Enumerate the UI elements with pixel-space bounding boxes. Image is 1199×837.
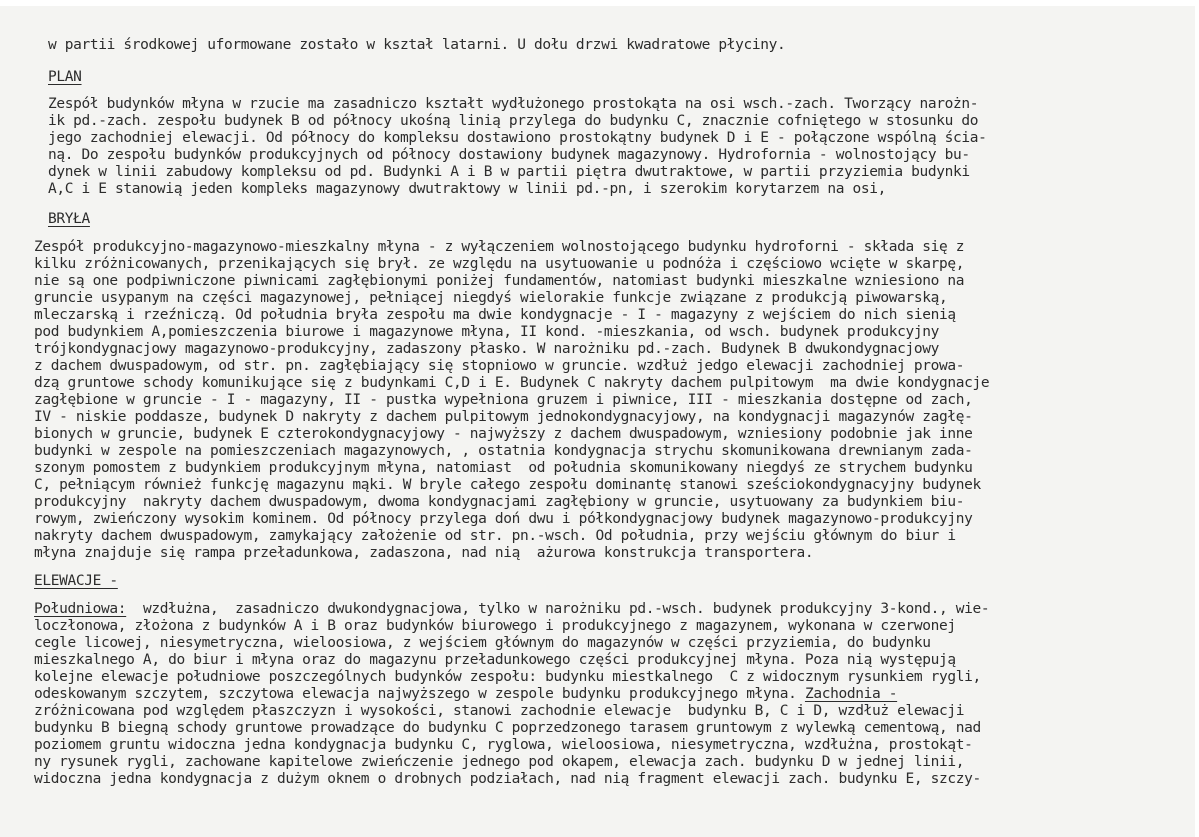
elewacje-line: cegle licowej, niesymetryczna, wieloosiowa, z wejściem głównym do magazynów w części przyziemia, do budynku	[34, 635, 931, 651]
plan-line: ik pd.-zach. zespołu budynek B od północy ukośną linią przylega do budynku C, znacznie cofniętego w stosunku do	[48, 113, 979, 129]
bryla-line: nakryty dachem dwuspadowym, zamykający założenie od str. pn.-wsch. Od południa, przy wejściu głównym do biur i	[34, 528, 956, 544]
plan-line: Zespół budynków młyna w rzucie ma zasadniczo kształt wydłużonego prostokąta na osi wsch.-zach. Tworzący narożn-	[48, 96, 979, 112]
intro-line: w partii środkowej uformowane zostało w kształ latarni. U dołu drzwi kwadratowe płyciny.	[48, 37, 786, 53]
page-edge-right	[1195, 0, 1199, 837]
bryla-line: IV - niskie poddasze, budynek D nakryty z dachem pulpitowym jednokondygnacyjowy, na kondygnacji magazynów zagłę-	[34, 409, 973, 425]
bryla-line: z dachem dwuspadowym, od str. pn. zagłębiający się stopniowo w gruncie. wzdłuż jedgo elewacji zachodniej prowa-	[34, 358, 965, 374]
bryla-line: gruncie usypanym na części magazynowej, pełniącej niegdyś wielorakie funkcje związane z produkcją piwowarską,	[34, 290, 948, 306]
elewacje-line: loczłonowa, złożona z budynków A i B oraz budynków biurowego i produkcyjnego z magazynem, wykonana w czerwonej	[34, 618, 956, 634]
bryla-line: Zespół produkcyjno-magazynowo-mieszkalny młyna - z wyłączeniem wolnostojącego budynku hydroforni - składa się z	[34, 239, 965, 255]
bryla-line: trójkondygnacjowy magazynowo-produkcyjny, zadaszony płasko. W narożniku pd.-zach. Budynek B dwukondygnacjowy	[34, 341, 940, 357]
elewacje-line: mieszkalnego A, do biur i młyna oraz do magazynu przeładunkowego części produkcyjnej młyna. Poza nią występują	[34, 652, 956, 668]
plan-line: dynek w linii zabudowy kompleksu od pd. Budynki A i B w partii piętra dwutraktowe, w partii przyziemia budynki	[48, 164, 970, 180]
bryla-line: młyna znajduje się rampa przeładunkowa, zadaszona, nad nią ażurowa konstrukcja transportera.	[34, 545, 814, 561]
bryla-line: szonym pomostem z budynkiem produkcyjnym młyna, natomiast od południa skomunikowany niegdyś ze strychem budynku	[34, 460, 973, 476]
bryla-line: mleczarską i rzeźniczą. Od południa bryła zespołu ma dwie kondygnacje - I - magazyny z wejściem do nich sienią	[34, 307, 956, 323]
elewacje-line: kolejne elewacje południowe poszczególnych budynków zespołu: budynku miestkalnego C z widocznym rysunkiem rygli,	[34, 669, 981, 685]
subheading-zachodnia: Zachodnia -	[804, 686, 898, 702]
plan-line: jego zachodniej elewacji. Od północy do kompleksu dostawiono prostokątny budynek D i E - połączone wspólną ścia-	[48, 130, 987, 146]
elewacje-line: poziomem gruntu widoczna jedna kondygnacja budynku C, ryglowa, wieloosiowa, niesymetryczna, wzdłużna, prostokąt-	[34, 737, 973, 753]
elewacje-line: ny rysunek rygli, zachowane kapitelowe zwieńczenie jednego pod okapem, elewacja zach. budynku D w jednej linii,	[34, 754, 965, 770]
bryla-line: produkcyjny nakryty dachem dwuspadowym, dwoma kondygnacjami zagłębiony w gruncie, usytuowany za budynkiem biu-	[34, 494, 965, 510]
section-heading-elewacje: ELEWACJE -	[34, 573, 118, 589]
elewacje-line: budynku B biegną schody gruntowe prowadzące do budynku C poprzedzonego tarasem gruntowym z wylewką cementową, nad	[34, 720, 981, 736]
bryla-line: C, pełniącym również funkcję magazynu mąki. W bryle całego zespołu dominantę stanowi sześciokondygnacyjny budynek	[34, 477, 981, 493]
elewacje-line-text: odeskowanym szczytem, szczytowa elewacja najwyższego w zespole budynku produkcyjnego młyna.	[34, 686, 797, 702]
bryla-line: rowym, zwieńczony wysokim kominem. Od północy przylega doń dwu i półkondygnacjowy budynek magazynowo-produkcyjny	[34, 511, 973, 527]
bryla-line: zagłębione w gruncie - I - magazyny, II - pustka wypełniona gruzem i piwnice, III - mieszkania dostępne od zach,	[34, 392, 973, 408]
section-heading-plan: PLAN	[48, 69, 82, 85]
plan-line: ną. Do zespołu budynków produkcyjnych od północy dostawiony budynek magazynowy. Hydrofornia - wolnostojący bu-	[48, 147, 970, 163]
elewacje-line	[34, 686, 897, 702]
subheading-poludniowa: Południowa:	[34, 601, 127, 617]
page-edge-top	[0, 0, 1199, 6]
bryla-line: kilku zróżnicowanych, przenikających się brył. ze względu na usytuowanie u podnóża i częściowo wcięte w skarpę,	[34, 256, 965, 272]
elewacje-first-line	[34, 601, 989, 617]
section-heading-bryla: BRYŁA	[48, 211, 90, 227]
elewacje-first-line-text: wzdłużna, zasadniczo dwukondygnacjowa, tylko w narożniku pd.-wsch. budynek produkcyjny 3-kond., wie-	[126, 601, 990, 617]
bryla-line: pod budynkiem A,pomieszczenia biurowe i magazynowe młyna, II kond. -mieszkania, od wsch. budynek produkcyjny	[34, 324, 940, 340]
elewacje-line: zróżnicowana pod względem płaszczyzn i wysokości, stanowi zachodnie elewacje budynku B, C i D, wzdłuż elewacji	[34, 703, 965, 719]
bryla-line: bionych w gruncie, budynek E czterokondygnacyjowy - najwyższy z dachem dwuspadowym, wzniesiony podobnie jak inne	[34, 426, 973, 442]
plan-line: A,C i E stanowią jeden kompleks magazynowy dwutraktowy w linii pd.-pn, i szerokim korytarzem na osi,	[48, 181, 886, 197]
bryla-line: budynki w zespole na pomieszczeniach magazynowych, , ostatnia kondygnacja strychu skomunikowana drewnianym zada-	[34, 443, 973, 459]
bryla-line: dzą gruntowe schody komunikujące się z budynkami C,D i E. Budynek C nakryty dachem pulpitowym ma dwie kondygnacje	[34, 375, 990, 391]
bryla-line: nie są one podpiwniczone piwnicami zagłębionymi poniżej fundamentów, natomiast budynki mieszkalne wzniesiono na	[34, 273, 965, 289]
elewacje-line: widoczna jedna kondygnacja z dużym oknem o drobnych podziałach, nad nią fragment elewacji zach. budynku E, szczy-	[34, 771, 981, 787]
